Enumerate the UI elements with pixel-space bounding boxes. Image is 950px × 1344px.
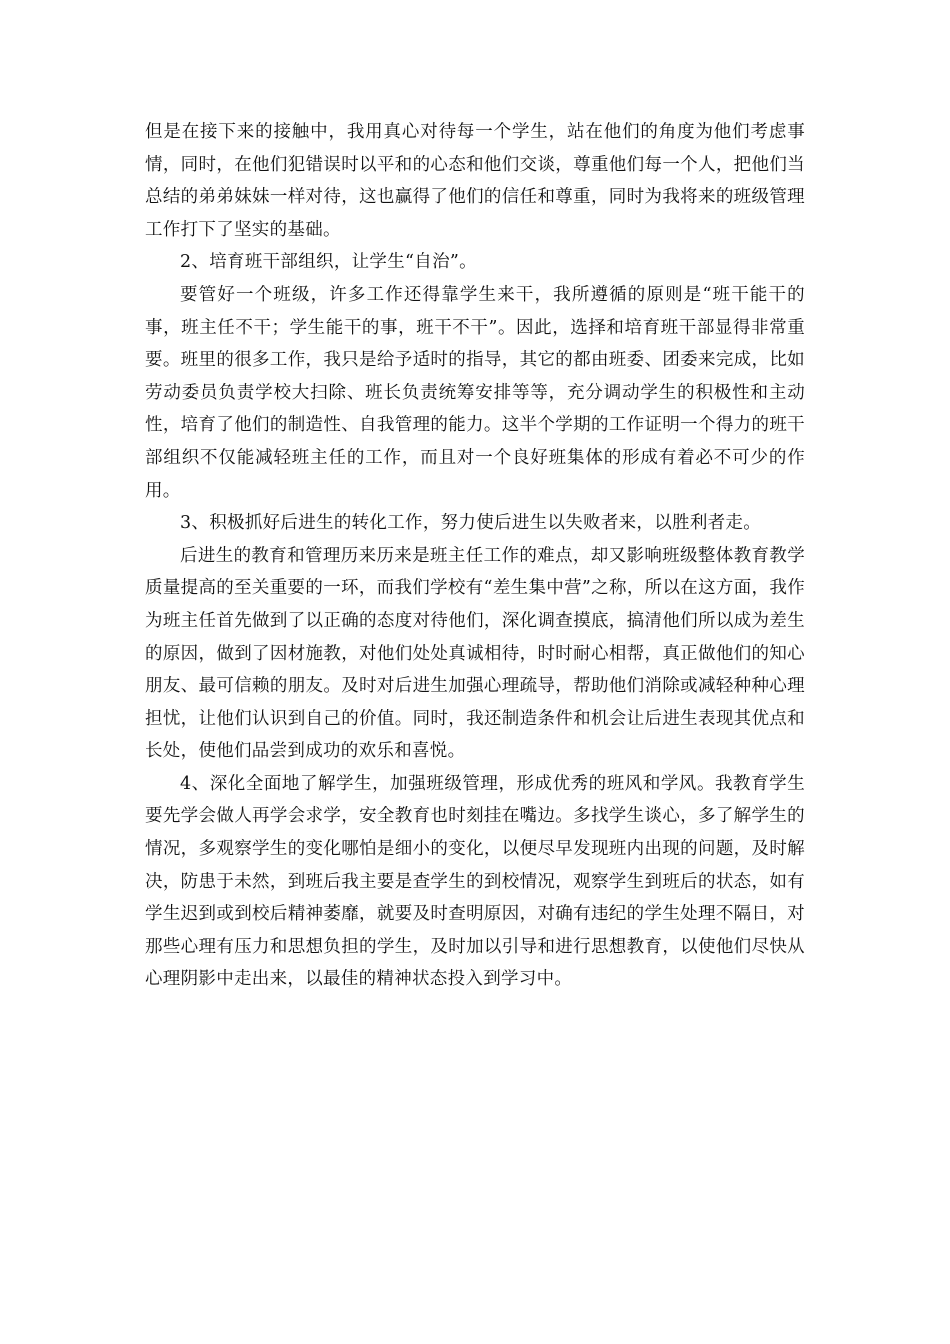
document-body (145, 116, 805, 996)
paragraph-continuation: 但是在接下来的接触中，我用真心对待每一个学生，站在他们的角度为他们考虑事情，同时，在他们犯错误时以平和的心态和他们交谈，尊重他们每一个人，把他们当总结的弟弟妹妹一样对待，这也赢得了他们的信任和尊重，同时为我将来的班级管理工作打下了坚实的基础。 (145, 122, 805, 240)
heading-point-2: 2、培育班干部组织，让学生“自治”。 (180, 252, 477, 273)
heading-point-3: 3、积极抓好后进生的转化工作，努力使后进生以失败者来，以胜利者走。 (180, 513, 762, 534)
paragraph-point-4: 4、深化全面地了解学生，加强班级管理，形成优秀的班风和学风。我教育学生要先学会做人再学会求学，安全教育也时刻挂在嘴边。多找学生谈心，多了解学生的情况，多观察学生的变化哪怕是细小的变化，以便尽早发现班内出现的问题，及时解决，防患于未然，到班后我主要是查学生的到校情况，观察学生到班后的状态，如有学生迟到或到校后精神萎靡，就要及时查明原因，对确有违纪的学生处理不隔日，对那些心理有压力和思想负担的学生，及时加以引导和进行思想教育，以使他们尽快从心理阴影中走出来，以最佳的精神状态投入到学习中。 (145, 773, 805, 990)
paragraph-underachievers: 后进生的教育和管理历来历来是班主任工作的难点，却又影响班级整体教育教学质量提高的至关重要的一环，而我们学校有“差生集中营”之称，所以在这方面，我作为班主任首先做到了以正确的态度对待他们，深化调查摸底，搞清他们所以成为差生的原因，做到了因材施教，对他们处处真诚相待，时时耐心相帮，真正做他们的知心朋友、最可信赖的朋友。及时对后进生加强心理疏导，帮助他们消除或减轻种种心理担忧，让他们认识到自己的价值。同时，我还制造条件和机会让后进生表现其优点和长处，使他们品尝到成功的欢乐和喜悦。 (145, 545, 805, 762)
paragraph-class-cadres: 要管好一个班级，许多工作还得靠学生来干，我所遵循的原则是“班干能干的事，班主任不干；学生能干的事，班干不干”。因此，选择和培育班干部显得非常重要。班里的很多工作，我只是给予适时的指导，其它的都由班委、团委来完成，比如劳动委员负责学校大扫除、班长负责统筹安排等等，充分调动学生的积极性和主动性，培育了他们的制造性、自我管理的能力。这半个学期的工作证明一个得力的班干部组织不仅能减轻班主任的工作，而且对一个良好班集体的形成有着必不可少的作用。 (145, 284, 805, 501)
